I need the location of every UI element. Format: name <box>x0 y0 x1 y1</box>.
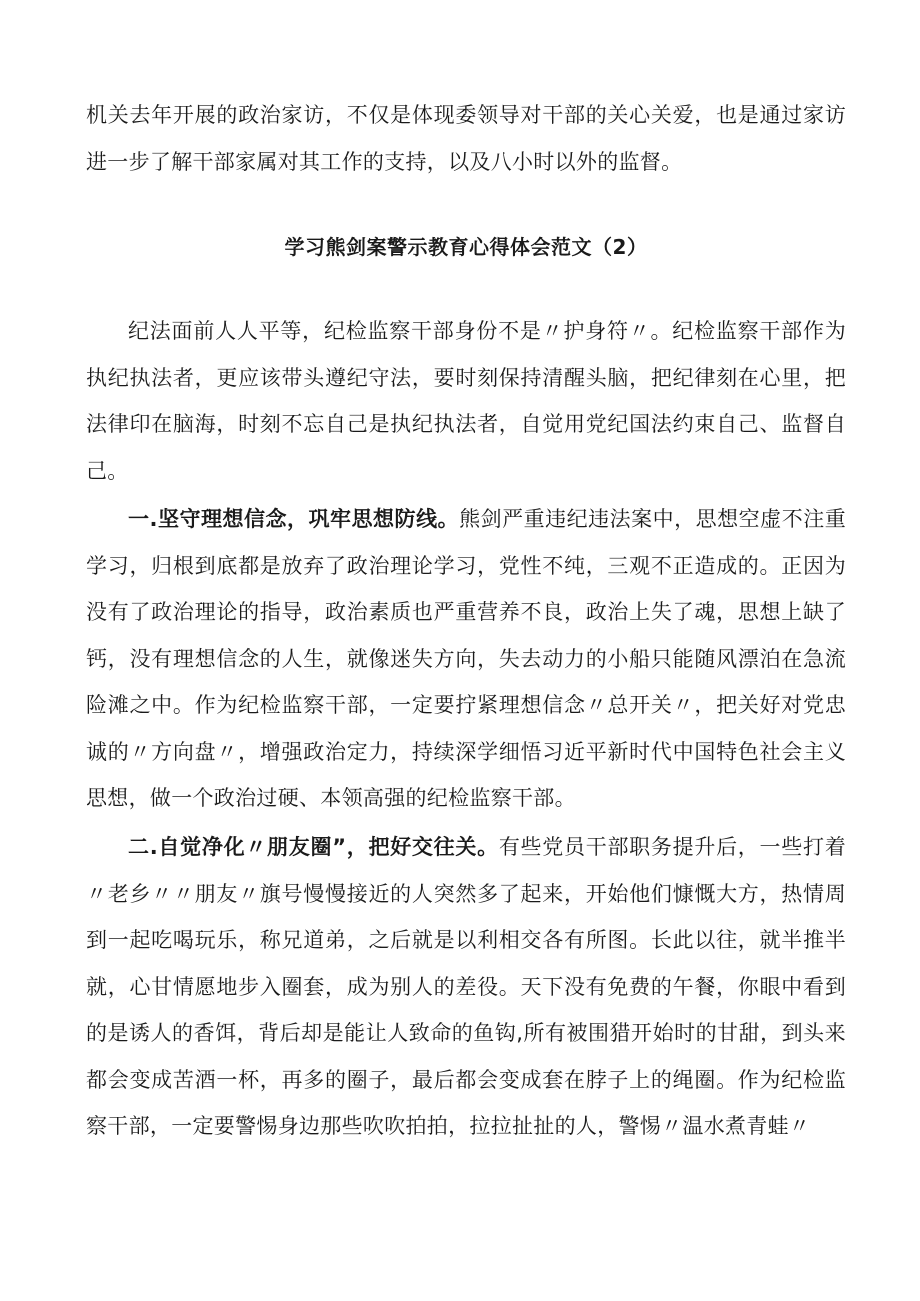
section-two-heading: 二.自觉净化〃朋友圈”，把好交往关。 <box>128 835 499 859</box>
article-title: 学习熊剑案警示教育心得体会范文（2） <box>284 235 648 259</box>
intro-paragraph: 机关去年开展的政治家访，不仅是体现委领导对干部的关心关爱，也是通过家访进一步了解干部家属对其工作的支持，以及八小时以外的监督。 <box>86 103 846 174</box>
section-one-heading: 一.坚守理想信念，巩牢思想防线。 <box>128 507 460 531</box>
section-one-body: 熊剑严重违纪违法案中，思想空虚不注重学习，归根到底都是放弃了政治理论学习，党性不纯，三观不正造成的。正因为没有了政治理论的指导，政治素质也严重营养不良，政治上失了魂，思想上缺了钙，没有理想信念的人生，就像迷失方向，失去动力的小船只能随风漂泊在急流险滩之中。作为纪检监察干部，一定要拧紧理想信念〃总开关〃，把关好对党忠诚的〃方向盘〃，增强政治定力，持续深学细悟习近平新时代中国特色社会主义思想，做一个政治过硬、本领高强的纪检监察干部。 <box>86 507 847 810</box>
section-one-paragraph <box>86 496 846 822</box>
section-two-body: 有些党员干部职务提升后，一些打着〃老乡〃〃朋友〃旗号慢慢接近的人突然多了起来，开始他们慷慨大方，热情周到一起吃喝玩乐，称兄道弟，之后就是以利相交各有所图。长此以往，就半推半就，心甘情愿地步入圈套，成为别人的差役。天下没有免费的午餐，你眼中看到的是诱人的香饵，背后却是能让人致命的鱼钩,所有被围猎开始时的甘甜，到头来都会变成苦酒一杯，再多的圈子，最后都会变成套在脖子上的绳圈。作为纪检监察干部，一定要警惕身边那些吹吹拍拍，拉拉扯扯的人，警惕〃温水煮青蛙〃 <box>86 835 846 1138</box>
section-two-paragraph <box>86 824 846 1150</box>
opening-paragraph: 纪法面前人人平等，纪检监察干部身份不是〃护身符〃。纪检监察干部作为执纪执法者，更应该带头遵纪守法，要时刻保持清醒头脑，把纪律刻在心里，把法律印在脑海，时刻不忘自己是执纪执法者，自觉用党纪国法约束自己、监督自己。 <box>86 319 846 483</box>
